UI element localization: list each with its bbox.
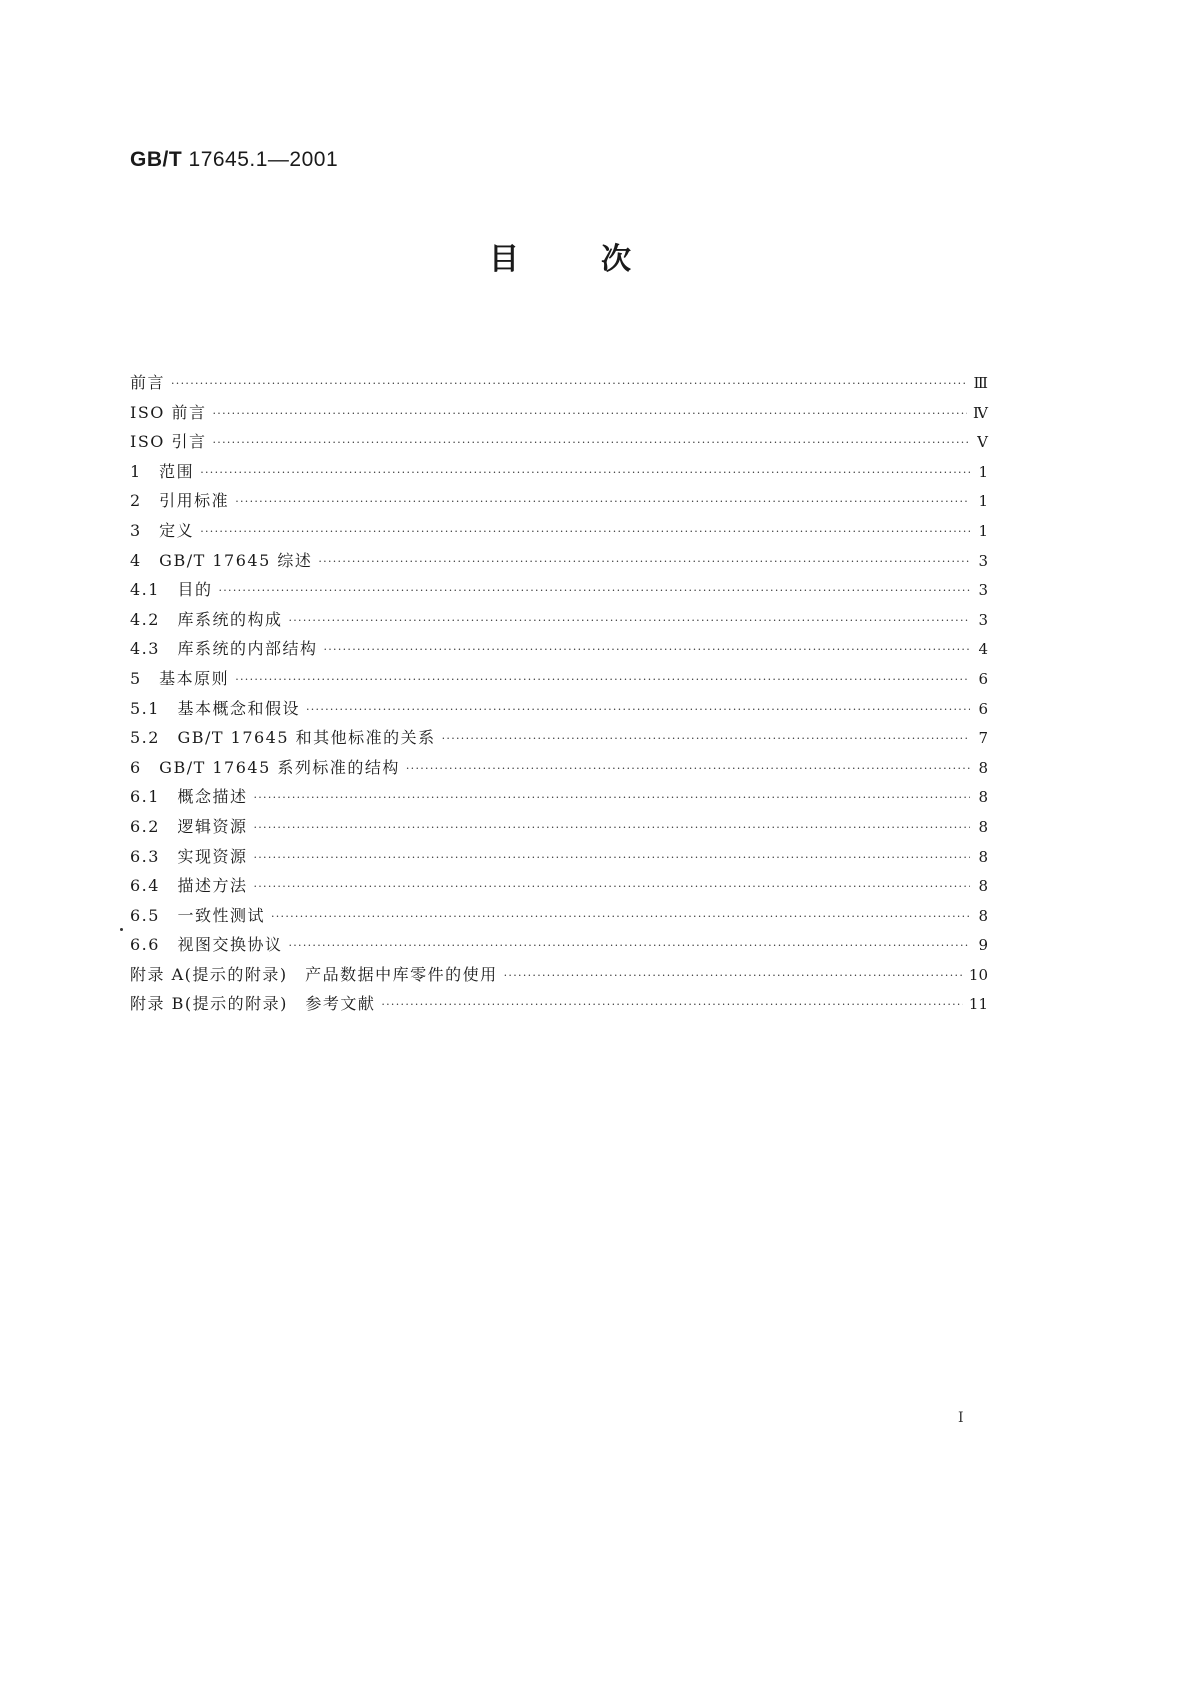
toc-entry-5-1[interactable] [130,696,988,726]
toc-leader-dots [406,760,970,778]
toc-entry-label: 4.2 库系统的构成 [130,609,283,629]
toc-entry-3[interactable] [130,518,988,548]
toc-leader-dots [271,908,970,926]
toc-entry-6-2[interactable] [130,814,988,844]
toc-leader-dots [171,375,968,393]
toc-entry-label: 6.2 逻辑资源 [130,816,248,836]
toc-entry-label: 6 GB/T 17645 系列标准的结构 [130,757,400,777]
toc-leader-dots [213,434,971,452]
toc-entry-iso-introduction[interactable] [130,429,988,459]
toc-entry-page: Ⅳ [973,403,988,422]
toc-entry-page: 11 [968,995,988,1014]
toc-entry-page: 8 [978,847,988,866]
toc-entry-label: 前言 [130,373,166,392]
toc-entry-label: 4.3 库系统的内部结构 [130,639,318,659]
toc-leader-dots [504,967,963,985]
toc-leader-dots [253,819,970,837]
toc-leader-dots [288,612,970,630]
toc-entry-page: 8 [978,906,988,925]
toc-leader-dots [235,671,970,689]
toc-entry-label: ISO 引言 [130,432,207,452]
toc-entry-page: 1 [978,521,988,540]
toc-entry-6[interactable] [130,755,988,785]
toc-entry-1[interactable] [130,459,988,489]
toc-entry-label: 6.5 一致性测试 [130,905,265,925]
toc-entry-4[interactable] [130,548,988,578]
toc-entry-5-2[interactable] [130,725,988,755]
toc-entry-label: 6.6 视图交换协议 [130,935,283,955]
toc-entry-label: 4.1 目的 [130,580,213,600]
toc-entry-6-4[interactable] [130,873,988,903]
toc-entry-foreword[interactable] [130,370,988,400]
toc-entry-label: 5.1 基本概念和假设 [130,698,300,718]
toc-entry-label: 附录 B(提示的附录) 参考文献 [130,994,376,1014]
toc-entry-2[interactable] [130,488,988,518]
toc-entry-appendix-b[interactable] [130,991,988,1021]
toc-entry-4-1[interactable] [130,577,988,607]
toc-title: 目次 [489,242,713,277]
toc-entry-page: 7 [978,729,988,748]
toc-entry-page: 3 [978,610,988,629]
toc-entry-page: 6 [978,669,988,688]
toc-entry-label: ISO 前言 [130,402,207,422]
toc-entry-page: 1 [978,462,988,481]
toc-entry-page: 4 [978,640,988,659]
toc-leader-dots [253,789,970,807]
toc-entry-page: 8 [978,788,988,807]
toc-entry-label: 4 GB/T 17645 综述 [130,550,313,570]
toc-entry-label: 3 定义 [130,520,195,540]
toc-entry-label: 附录 A(提示的附录) 产品数据中库零件的使用 [130,964,498,984]
toc-entry-label: 2 引用标准 [130,491,230,511]
toc-leader-dots [288,937,970,955]
toc-entry-label: 6.4 描述方法 [130,876,248,896]
toc-leader-dots [218,582,970,600]
toc-leader-dots [235,493,970,511]
toc-entry-page: 3 [978,581,988,600]
toc-leader-dots [306,701,970,719]
toc-entry-page: Ⅲ [973,374,988,392]
toc-entry-6-1[interactable] [130,784,988,814]
toc-entry-page: 10 [968,965,988,984]
toc-leader-dots [318,553,970,571]
toc-entry-page: 8 [978,817,988,836]
document-code [130,148,338,172]
toc-entry-appendix-a[interactable] [130,962,988,992]
toc-entry-page: 9 [978,936,988,955]
toc-entry-label: 5.2 GB/T 17645 和其他标准的关系 [130,728,436,748]
toc-entry-page: 6 [978,699,988,718]
toc-leader-dots [253,878,970,896]
table-of-contents [130,370,988,1021]
toc-entry-page: 3 [978,551,988,570]
toc-leader-dots [200,464,970,482]
toc-entry-page: 8 [978,877,988,896]
document-code-prefix: GB/T [130,148,183,171]
toc-leader-dots [323,641,970,659]
toc-entry-6-6[interactable] [130,932,988,962]
toc-entry-label: 6.1 概念描述 [130,787,248,807]
toc-entry-iso-foreword[interactable] [130,400,988,430]
stray-mark [120,928,123,931]
toc-entry-6-5[interactable] [130,903,988,933]
toc-leader-dots [381,996,963,1014]
toc-leader-dots [200,523,970,541]
toc-entry-5[interactable] [130,666,988,696]
toc-leader-dots [253,849,970,867]
toc-leader-dots [213,405,968,423]
toc-entry-page: 1 [978,492,988,511]
toc-entry-label: 5 基本原则 [130,668,230,688]
toc-leader-dots [442,730,970,748]
toc-entry-label: 1 范围 [130,461,195,481]
toc-entry-page: Ⅴ [977,433,988,452]
document-code-number: 17645.1—2001 [188,148,339,171]
toc-entry-page: 8 [978,758,988,777]
toc-entry-6-3[interactable] [130,844,988,874]
toc-entry-label: 6.3 实现资源 [130,846,248,866]
toc-entry-4-2[interactable] [130,607,988,637]
toc-entry-4-3[interactable] [130,636,988,666]
page-number-footer: I [958,1410,964,1426]
